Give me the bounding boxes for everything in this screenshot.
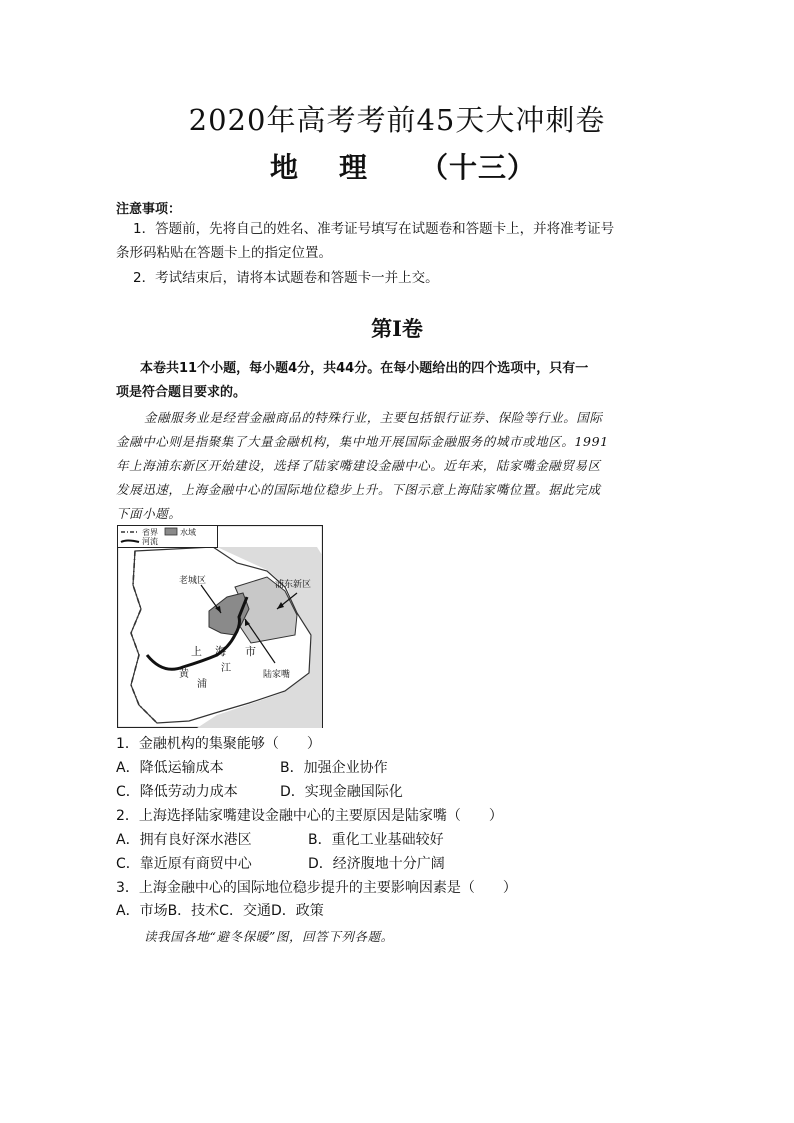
- label-pudong: 浦东新区: [275, 580, 312, 590]
- question-3-stem: 3．上海金融中心的国际地位稳步提升的主要影响因素是（ ）: [116, 880, 517, 896]
- subject-char-1: 地: [270, 151, 300, 184]
- passage-line-4: 发展迅速，上海金融中心的国际地位稳步上升。下图示意上海陆家嘴位置。据此完成: [116, 482, 601, 497]
- label-huangpu-2: 浦: [197, 679, 207, 690]
- label-lujiazui: 陆家嘴: [263, 670, 291, 680]
- subject-char-2: 理: [339, 151, 369, 184]
- question-1-option-a: A．降低运输成本: [116, 760, 224, 776]
- passage-line-1: 金融服务业是经营金融商品的特殊行业，主要包括银行证券、保险等行业。国际: [144, 410, 603, 425]
- passage-line-2: 金融中心则是指聚集了大量金融机构，集中地开展国际金融服务的城市或地区。1991: [116, 434, 609, 449]
- legend-water-swatch: [165, 528, 177, 535]
- notice-heading: 注意事项：: [116, 202, 182, 217]
- notice-item-1-line-1: 1．答题前，先将自己的姓名、准考证号填写在试题卷和答题卡上，并将准考证号: [133, 221, 615, 237]
- section-title: 第Ⅰ卷: [371, 316, 423, 341]
- label-shanghai-1: 上: [191, 645, 202, 658]
- exam-title: 2020年高考考前45天大冲刺卷: [188, 103, 606, 137]
- label-shanghai-2: 海: [215, 645, 226, 658]
- legend-water-label: 水域: [180, 528, 196, 537]
- label-old-city: 老城区: [179, 576, 207, 586]
- question-2-option-a: A．拥有良好深水港区: [116, 832, 252, 848]
- question-1-option-c: C．降低劳动力成本: [116, 784, 238, 800]
- question-1-stem: 1．金融机构的集聚能够（ ）: [116, 736, 321, 752]
- subject-title: [270, 146, 536, 186]
- section-intro-line-1: 本卷共11个小题，每小题4分，共44分。在每小题给出的四个选项中，只有一: [140, 361, 589, 376]
- question-1-option-b: B．加强企业协作: [280, 760, 388, 776]
- question-3-options: A．市场B．技术C．交通D．政策: [116, 903, 324, 919]
- question-2-option-d: D．经济腹地十分广阔: [308, 856, 445, 872]
- question-2-stem: 2．上海选择陆家嘴建设金融中心的主要原因是陆家嘴（ ）: [116, 808, 503, 824]
- label-shanghai-3: 市: [245, 645, 256, 658]
- volume-number: （十三）: [420, 151, 537, 184]
- label-huangpu-3: 江: [221, 663, 231, 674]
- legend-border-label: 省界: [142, 528, 158, 537]
- question-2-option-b: B．重化工业基础较好: [308, 832, 444, 848]
- legend-river-label: 河流: [142, 537, 158, 546]
- label-huangpu-1: 黄: [179, 669, 189, 680]
- shanghai-lujiazui-map: [117, 525, 323, 728]
- question-1-option-d: D．实现金融国际化: [280, 784, 403, 800]
- section-intro-line-2: 项是符合题目要求的。: [116, 385, 247, 400]
- notice-item-1-line-2: 条形码粘贴在答题卡上的指定位置。: [116, 245, 332, 261]
- next-passage-intro: 读我国各地“避冬保暖”图，回答下列各题。: [144, 929, 394, 944]
- question-2-option-c: C．靠近原有商贸中心: [116, 856, 252, 872]
- passage-line-3: 年上海浦东新区开始建设，选择了陆家嘴建设金融中心。近年来，陆家嘴金融贸易区: [116, 458, 601, 473]
- passage-line-5: 下面小题。: [116, 506, 182, 521]
- notice-item-2: 2．考试结束后，请将本试题卷和答题卡一并上交。: [133, 270, 439, 286]
